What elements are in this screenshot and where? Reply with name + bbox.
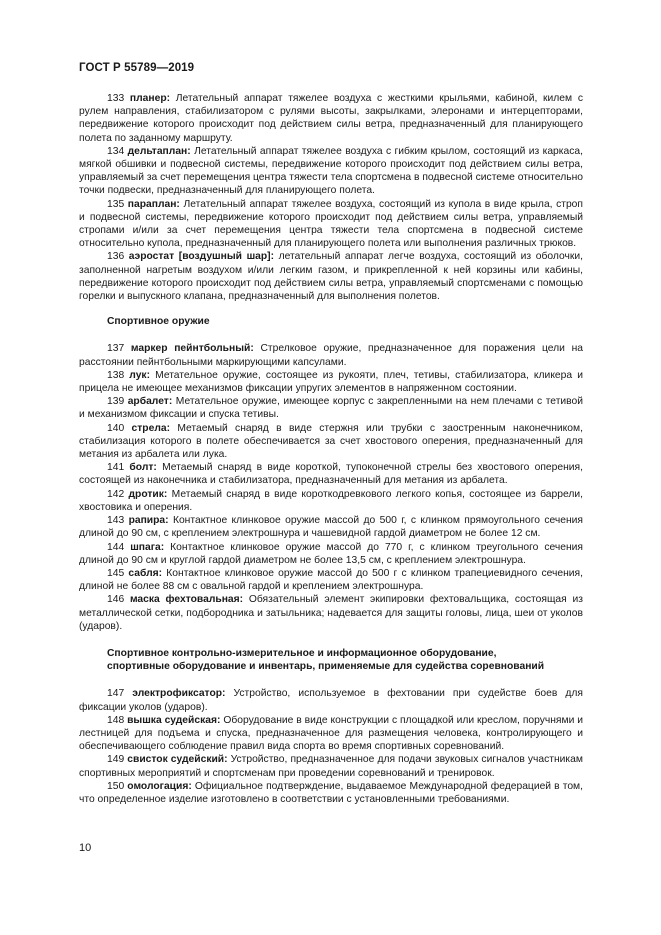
section-heading-line: Спортивное контрольно-измерительное и информационное оборудование, [107, 647, 497, 659]
entry-term: вышка судейская: [127, 714, 221, 726]
term-entry [79, 753, 583, 779]
entry-definition: Летательный аппарат тяжелее воздуха с жесткими крыльями, кабиной, килем с рулем направления, стабилизатором с рулями высоты, закрылками, элеронами и интерцепторами, передвижение которого происходит под действием силы ветра, предназначенный для планирующего полета по заданному маршруту. [79, 93, 583, 144]
entry-number: 147 [107, 688, 125, 700]
entry-term: маска фехтовальная: [129, 594, 244, 606]
entry-term: дельтаплан: [127, 145, 191, 157]
entry-number: 142 [107, 488, 125, 500]
entry-term: дротик: [128, 488, 168, 500]
entry-definition: Контактное клинковое оружие массой до 500 г, с клинком прямоугольного сечения длиной до 90 см, с креплением электрошнура и чашевидной гардой диаметром не более 12 см. [79, 515, 583, 540]
term-entry [79, 145, 583, 198]
entry-number: 138 [107, 369, 125, 381]
page-content [79, 92, 583, 806]
entry-definition: Контактное клинковое оружие массой до 770 г, с клинком треугольного сечения длиной до 90 см и круглой гардой диаметром не более 13,5 см, с креплением электрошнура. [79, 541, 583, 566]
term-entry [79, 250, 583, 303]
term-entry [79, 395, 583, 421]
entry-number: 134 [107, 145, 125, 157]
entry-definition: Обязательный элемент экипировки фехтовальщика, состоящая из металлической сетки, подбородника и затыльника; надевается для защиты головы, лица, шеи от уколов (ударов). [79, 594, 583, 632]
entry-term: сабля: [128, 567, 163, 579]
entry-number: 145 [107, 567, 125, 579]
term-entry [79, 369, 583, 395]
term-entry [79, 714, 583, 754]
entry-definition: Устройство, предназначенное для подачи звуковых сигналов участникам спортивных мероприятий и спортсменам при проведении соревнований и тренировок. [79, 754, 583, 779]
term-entry [79, 461, 583, 487]
term-entry [79, 198, 583, 251]
entries-weapons [79, 342, 583, 632]
entry-definition: Контактное клинковое оружие массой до 500 г с клинком трапециевидного сечения, длиной не более 88 см с овальной гардой и креплением электрошнура. [79, 567, 583, 593]
entry-number: 140 [107, 422, 125, 434]
term-entry [79, 92, 583, 145]
entry-number: 133 [107, 93, 125, 104]
term-entry [79, 593, 583, 633]
entry-definition: Метаемый снаряд в виде короткодревкового легкого копья, состоящее из баррели, хвостовика и оперения. [79, 488, 583, 513]
entry-number: 150 [107, 780, 125, 792]
entry-number: 141 [107, 462, 125, 474]
entry-definition: летательный аппарат легче воздуха, состоящий из оболочки, заполненной нагретым воздухом и/или легким газом, и прикрепленной к ней корзины или кабины, передвижение которого происходит под действием силы ветра, управляемый спортсменами с помощью горелки и выпускного клапана, предназначенный для выполнения полетов. [79, 251, 583, 303]
entry-definition: Метаемый снаряд в виде короткой, тупоконечной стрелы без хвостового оперения, состоящей из наконечника и стабилизатора, предназначенный для метания из арбалета. [79, 462, 583, 487]
term-entry [79, 541, 583, 567]
term-entry [79, 342, 583, 368]
entry-number: 137 [107, 343, 125, 355]
entry-term: арбалет: [127, 396, 173, 408]
entry-number: 135 [107, 198, 125, 210]
section-heading-line: спортивные оборудование и инвентарь, применяемые для судейства соревнований [107, 661, 545, 673]
page-number: 10 [79, 842, 92, 854]
entry-number: 139 [107, 396, 125, 408]
section-heading-judging-equipment [79, 647, 583, 673]
entry-term: свисток судейский: [127, 754, 228, 766]
entries-judging [79, 687, 583, 806]
entry-definition: Метаемый снаряд в виде стержня или трубки с заостренным наконечником, стабилизация которого в полете обеспечивается за счет хвостового оперения, предназначенный для метания из арбалета или лука. [79, 422, 583, 461]
section-heading-weapons: Спортивное оружие [107, 316, 210, 328]
entry-term: аэростат [воздушный шар]: [128, 251, 275, 263]
entry-number: 149 [107, 754, 125, 766]
entry-number: 143 [107, 515, 125, 527]
term-entry [79, 780, 583, 806]
entry-term: стрела: [131, 422, 171, 434]
term-entry [79, 488, 583, 514]
entry-term: болт: [129, 462, 157, 474]
entry-term: рапира: [128, 515, 169, 527]
entry-term: омологация: [127, 780, 192, 792]
entry-number: 144 [107, 541, 125, 553]
entry-term: параплан: [127, 198, 180, 210]
entry-term: шпага: [130, 541, 165, 553]
entry-term: лук: [129, 369, 151, 381]
entry-term: маркер пейнтбольный: [130, 343, 254, 355]
entry-number: 146 [107, 594, 125, 606]
standard-header: ГОСТ Р 55789—2019 [79, 62, 195, 74]
entry-number: 136 [107, 251, 125, 263]
term-entry [79, 687, 583, 713]
entry-definition: Метательное оружие, имеющее корпус с закрепленными на нем плечами с тетивой и механизмом фиксации и спуска тетивы. [79, 396, 583, 421]
entry-definition: Летательный аппарат тяжелее воздуха с гибким крылом, состоящий из каркаса, мягкой обшивки и подвесной системы, передвижение которого происходит под действием силы ветра, управляемый за счет перемещения центра тяжести тела спортсмена в подвесной системе относительно точки подвески, предназначенный для планирующего полета. [79, 145, 583, 197]
entry-definition: Официальное подтверждение, выдаваемое Международной федерацией в том, что определенное изделие изготовлено в соответствии с установленными требованиями. [79, 780, 583, 805]
entry-definition: Стрелковое оружие, предназначенное для поражения цели на расстоянии пейнтбольными маркирующими капсулами. [79, 343, 583, 368]
entry-definition: Устройство, используемое в фехтовании при судействе боев для фиксации уколов (ударов). [79, 688, 583, 713]
term-entry [79, 514, 583, 540]
term-entry [79, 567, 583, 593]
entries-aircraft [79, 92, 583, 303]
entry-number: 148 [107, 714, 125, 726]
term-entry [79, 422, 583, 462]
entry-term: электрофиксатор: [132, 688, 226, 700]
entry-definition: Метательное оружие, состоящее из рукояти, плеч, тетивы, стабилизатора, кликера и прицела не имеющее механизмов фиксации упругих элементов в напряженном состоянии. [79, 369, 583, 395]
entry-definition: Летательный аппарат тяжелее воздуха, состоящий из купола в виде крыла, строп и подвесной системы, передвижение которого происходит под действием силы ветра, управляемый стропами и/или за счет перемещения центра тяжести тела спортсмена в подвесной системе относительно купола, предназначенный для планирующего полета или выполнения различных трюков. [79, 198, 583, 250]
entry-term: планер: [129, 93, 171, 104]
entry-definition: Оборудование в виде конструкции с площадкой или креслом, поручнями и лестницей для подъема и спуска, предназначенное для размещения человека, контролирующего и обеспечивающего соблюдение правил вида спорта во время спортивных соревнований. [79, 714, 583, 753]
